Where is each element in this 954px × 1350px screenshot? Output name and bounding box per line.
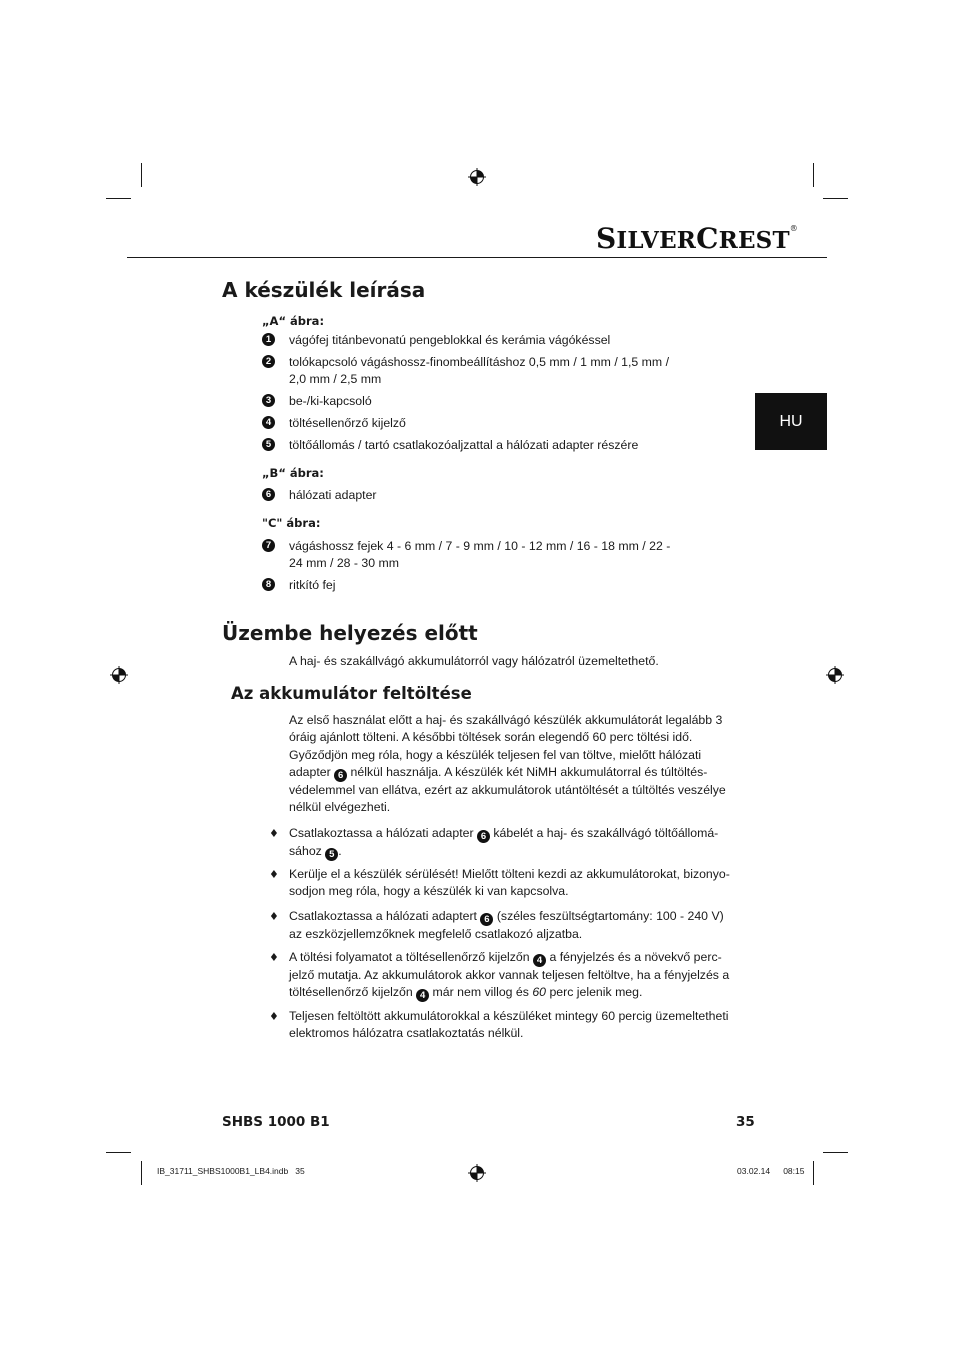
item-number-badge: 5	[262, 438, 275, 451]
language-tab-label: HU	[779, 412, 803, 430]
item-text: ritkító fej	[289, 578, 336, 592]
item-text: vágáshossz fejek 4 - 6 mm / 7 - 9 mm / 10 - 12 mm / 16 - 18 mm / 22 - 24 mm / 28 - 30 mm	[289, 539, 671, 570]
bullet-text: A töltési folyamatot a töltésellenőrző kijelzőn 4 a fényjelzés és a növekvő perc-jelző mutatja. Az akkumulátorok akkor vannak teljesen feltöltve, ha a fényjelzés a töltésellenőrző kijelzőn 4 már nem villog és 60 perc jelenik meg.	[289, 950, 730, 1002]
figure-c-label: "C" ábra:	[262, 516, 321, 530]
intro-text: A haj- és szakállvágó akkumulátorról vagy hálózatról üzemeltethető.	[289, 654, 659, 668]
reference-number-badge: 5	[325, 848, 338, 861]
registration-mark-icon	[468, 1164, 486, 1182]
header-rule	[127, 257, 827, 258]
reference-number-badge: 4	[416, 989, 429, 1002]
item-number-badge: 8	[262, 578, 275, 591]
item-text: vágófej titánbevonatú pengeblokkal és kerámia vágókéssel	[289, 333, 611, 347]
language-tab	[755, 393, 827, 450]
charging-paragraph: Az első használat előtt a haj- és szakállvágó készülék akkumulátorát legalább 3 óráig ajánlott tölteni. A későbbi töltések során elegendő 60 perc töltési idő. Győződjön meg róla, hogy a készülék teljesen fel van töltve, mielőtt hálózati adapter 6 nélkül használja. A készülék két NiMH akkumulátorral és túltöltés-védelemmel van ellátva, ezért az akkumulátorok utántöltését a túltöltés veszélye nélkül elvégezheti.	[289, 713, 726, 815]
registration-mark-icon	[110, 666, 128, 684]
crop-mark	[813, 1161, 814, 1185]
crop-mark	[813, 163, 814, 187]
bullet-text: Kerülje el a készülék sérülését! Mielőtt tölteni kezdi az akkumulátorokat, bizonyo-sodjon meg róla, hogy a készülék ki van kapcsolva.	[289, 867, 730, 899]
page-number: 35	[736, 1114, 755, 1130]
crop-mark	[141, 1161, 142, 1185]
crop-mark	[106, 198, 131, 199]
reference-number-badge: 6	[480, 913, 493, 926]
reference-number-badge: 6	[477, 830, 490, 843]
bullet-text: Teljesen feltöltött akkumulátorokkal a készüléket mintegy 60 percig üzemeltetheti elektromos hálózatra csatlakoztatás nélkül.	[289, 1009, 729, 1041]
crop-mark	[106, 1152, 131, 1153]
item-text: be-/ki-kapcsoló	[289, 394, 372, 408]
bullet-text: Csatlakoztassa a hálózati adaptert 6 (széles feszültségtartomány: 100 - 240 V) az eszközjellemzőknek megfelelő csatlakozó aljzatba.	[289, 909, 724, 941]
diamond-bullet-icon: ♦	[269, 868, 279, 881]
print-slug-file: IB_31711_SHBS1000B1_LB4.indb 35	[157, 1166, 305, 1176]
reference-number-badge: 4	[533, 954, 546, 967]
item-text: hálózati adapter	[289, 488, 377, 502]
crop-mark	[141, 163, 142, 187]
item-number-badge: 3	[262, 394, 275, 407]
reference-number-badge: 6	[334, 769, 347, 782]
diamond-bullet-icon: ♦	[269, 951, 279, 964]
diamond-bullet-icon: ♦	[269, 910, 279, 923]
item-number-badge: 6	[262, 488, 275, 501]
bullet-text: Csatlakoztassa a hálózati adapter 6 kábelét a haj- és szakállvágó töltőállomá-sához 5 .	[289, 826, 719, 860]
item-number-badge: 2	[262, 355, 275, 368]
registration-mark-icon	[468, 168, 486, 186]
crop-mark	[823, 1152, 848, 1153]
item-number-badge: 7	[262, 539, 275, 552]
item-number-badge: 1	[262, 333, 275, 346]
diamond-bullet-icon: ♦	[269, 827, 279, 840]
silvercrest-logo: SILVERCREST®	[596, 222, 798, 255]
diamond-bullet-icon: ♦	[269, 1010, 279, 1023]
model-number: SHBS 1000 B1	[222, 1114, 330, 1130]
item-number-badge: 4	[262, 416, 275, 429]
crop-mark	[823, 198, 848, 199]
item-text: tolókapcsoló vágáshossz-finombeállításhoz 0,5 mm / 1 mm / 1,5 mm / 2,0 mm / 2,5 mm	[289, 355, 669, 386]
item-text: töltésellenőrző kijelző	[289, 416, 406, 430]
print-slug-datetime: 03.02.14 08:15	[737, 1166, 805, 1176]
figure-a-label: „A“ ábra:	[262, 314, 325, 328]
section-title: A készülék leírása	[222, 278, 426, 302]
subsection-title: Az akkumulátor feltöltése	[231, 684, 472, 703]
registration-mark-icon	[826, 666, 844, 684]
figure-b-label: „B“ ábra:	[262, 466, 324, 480]
item-text: töltőállomás / tartó csatlakozóaljzattal a hálózati adapter részére	[289, 438, 639, 452]
section-title: Üzembe helyezés előtt	[222, 621, 478, 645]
